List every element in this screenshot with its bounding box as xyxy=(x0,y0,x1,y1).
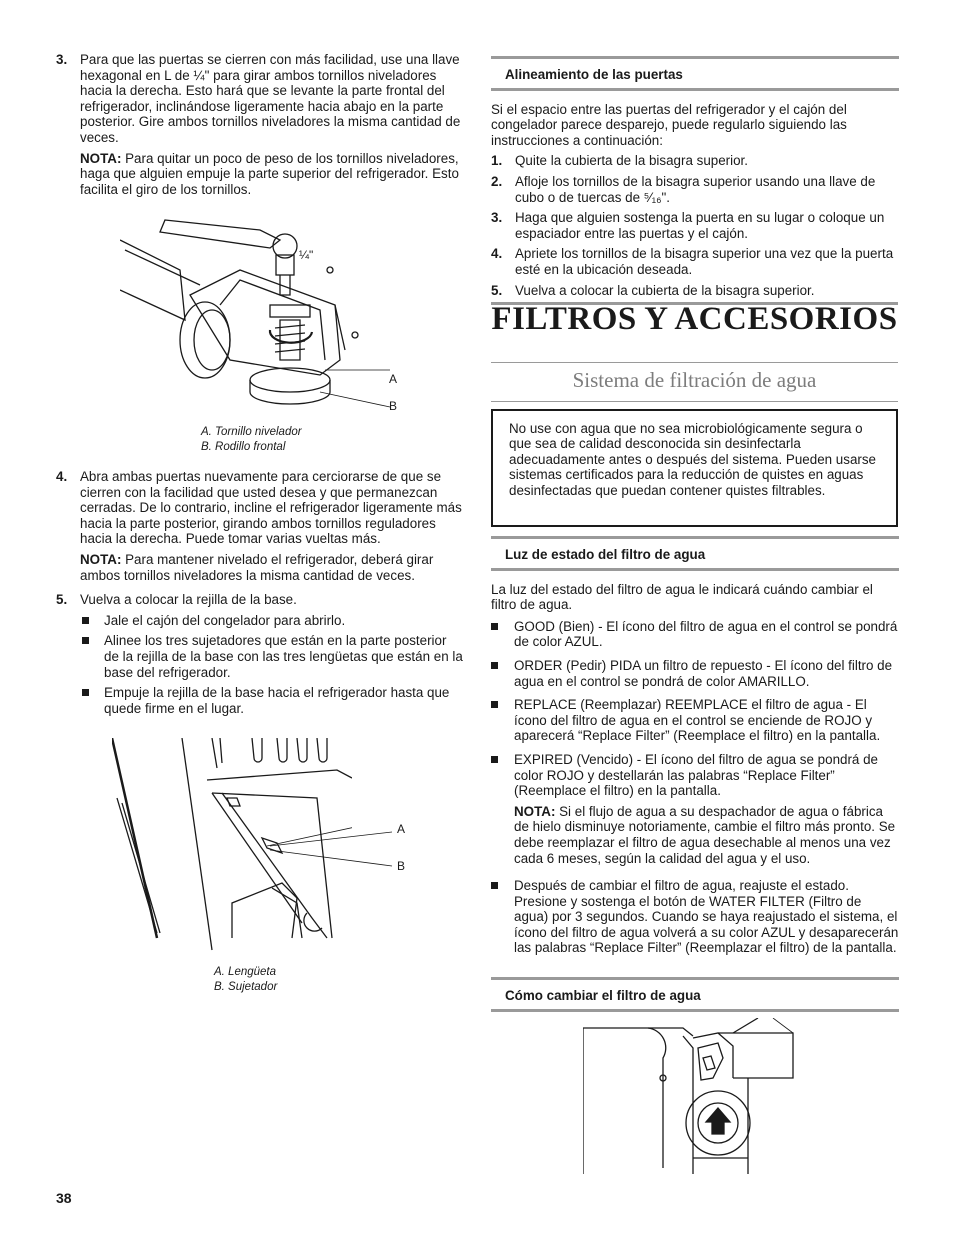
warning-text: No use con agua que no sea microbiológicamente segura o que sea de calidad desconocida sin desinfectarla adecuadamente antes o después del sistema. Pueden usarse sistemas certificados para la reducción de quistes en aguas desinfectadas que puedan contener quistes filtrables. xyxy=(509,421,877,498)
list-item xyxy=(491,878,899,956)
list-item xyxy=(491,283,899,299)
section-heading: Alineamiento de las puertas xyxy=(491,56,899,91)
bullet-icon xyxy=(82,689,89,696)
note-label: NOTA: xyxy=(80,150,122,166)
caption-b: B. Rodillo frontal xyxy=(201,441,286,453)
list-item xyxy=(56,613,464,629)
figure-label-b: B xyxy=(389,399,398,413)
list-item xyxy=(491,153,899,169)
section-intro: Si el espacio entre las puertas del refrigerador y el cajón del congelador parece desparejo, puede regularlo siguiendo las instrucciones a continuación: xyxy=(491,101,847,148)
subtitle-underline xyxy=(491,401,898,402)
list-item xyxy=(56,685,464,716)
status-bullets xyxy=(491,619,899,956)
step-number: 5. xyxy=(491,282,503,298)
figure-label-b: B xyxy=(397,859,406,873)
bullet-text: Después de cambiar el filtro de agua, reajuste el estado. Presione y sostenga el botón de WATER FILTER (Filtro de agua) por 3 segundos. Cuando se haya reajustado el sistema, el ícono del filtro de agua volverá a su color AZUL y desaparecerán las palabras “Replace Filter” (Reemplazar el filtro) de la pantalla. xyxy=(514,878,899,956)
note-label: NOTA: xyxy=(514,803,556,819)
caption-a: A. Tornillo nivelador xyxy=(201,426,302,438)
step-text: Quite la cubierta de la bisagra superior. xyxy=(515,153,748,169)
list-item xyxy=(491,752,899,799)
list-item xyxy=(491,658,899,689)
step-number: 1. xyxy=(491,153,503,169)
callout-lines xyxy=(270,826,400,870)
size-label: ¼" xyxy=(299,248,314,262)
step-number: 3. xyxy=(491,210,503,226)
bullet-text: Empuje la rejilla de la base hacia el refrigerador hasta que quede firme en el lugar. xyxy=(104,685,450,716)
list-item xyxy=(491,697,899,744)
warning-box xyxy=(491,409,898,527)
left-column-lower xyxy=(56,469,464,721)
title-underline xyxy=(491,362,898,363)
step-text: Para que las puertas se cierren con más facilidad, use una llave hexagonal en L de ¼" para girar ambos tornillos niveladores hacia la derecha. Esto hará que se levante la parte frontal del refrigerador, inclinándose ligeramente hacia abajo en la parte posterior. Gire ambos tornillos niveladores la misma cantidad de veces. xyxy=(80,52,461,145)
bullet-text: EXPIRED (Vencido) - El ícono del filtro de agua se pondrá de color ROJO y destellarán las palabras “Replace Filter” (Reemplace el filtro) en la pantalla. xyxy=(514,751,878,799)
step-text: Haga que alguien sostenga la puerta en su lugar o coloque un espaciador entre las puertas y el cajón. xyxy=(515,210,885,241)
section-heading: Luz de estado del filtro de agua xyxy=(491,536,899,571)
bullet-icon xyxy=(491,662,498,669)
note-label: NOTA: xyxy=(80,551,122,567)
bullet-icon xyxy=(491,882,498,889)
note-text: Para mantener nivelado el refrigerador, deberá girar ambos tornillos niveladores la misma cantidad de veces. xyxy=(80,551,434,583)
bullet-icon xyxy=(491,701,498,708)
bullet-text: GOOD (Bien) - El ícono del filtro de agua en el control se pondrá de color AZUL. xyxy=(514,618,898,650)
step-text: Vuelva a colocar la cubierta de la bisagra superior. xyxy=(515,282,815,298)
step-text: Afloje los tornillos de la bisagra superior usando una llave de cubo o de tuercas de ⁵⁄₁₆". xyxy=(515,173,876,205)
note xyxy=(56,552,464,583)
bullet-icon xyxy=(491,756,498,763)
page-title: FILTROS Y ACCESORIOS xyxy=(491,301,898,337)
step-number: 5. xyxy=(56,592,68,608)
caption-b: B. Sujetador xyxy=(214,981,278,993)
step-number: 4. xyxy=(491,246,503,262)
list-item xyxy=(56,633,464,680)
leveling-screw-illustration xyxy=(120,210,420,420)
section-subtitle: Sistema de filtración de agua xyxy=(572,368,817,392)
list-item xyxy=(491,619,899,650)
bullet-text: REPLACE (Reemplazar) REEMPLACE el filtro de agua - El ícono del filtro de agua en el control se enciende de ROJO y aparecerá “Replace Filter” (Reemplace el filtro) en la pantalla. xyxy=(514,697,881,744)
bullet-text: Alinee los tres sujetadores que están en la parte posterior de la rejilla de la base con las tres lengüetas que están en la base del refrigerador. xyxy=(104,633,463,680)
page-number: 38 xyxy=(56,1190,72,1206)
note-text: Si el flujo de agua a su despachador de agua o fábrica de hielo disminuye notoriamente, cambie el filtro más pronto. Se debe reemplazar el filtro de agua desechable al menos una vez cada 6 meses, según la calidad del agua y el uso. xyxy=(514,803,896,866)
step-3 xyxy=(56,52,464,146)
change-filter-section xyxy=(491,977,899,1012)
left-column xyxy=(56,52,464,197)
right-column xyxy=(491,56,899,303)
alignment-steps xyxy=(491,153,899,298)
step-number: 4. xyxy=(56,469,68,484)
step-number: 3. xyxy=(56,52,68,67)
figure-caption xyxy=(214,965,277,995)
step-number: 2. xyxy=(491,173,503,189)
step-text: Apriete los tornillos de la bisagra superior una vez que la puerta esté en la ubicación deseada. xyxy=(515,246,894,277)
list-item xyxy=(491,210,899,241)
bullet-text: Jale el cajón del congelador para abrirlo. xyxy=(104,612,346,628)
section-heading: Cómo cambiar el filtro de agua xyxy=(491,977,899,1012)
note-text: Para quitar un poco de peso de los tornillos niveladores, haga que alguien empuje la parte superior del refrigerador. Esto facilita el giro de los tornillos. xyxy=(80,150,459,197)
bullet-text: ORDER (Pedir) PIDA un filtro de repuesto - El ícono del filtro de agua en el control se pondrá de color AMARILLO. xyxy=(514,657,893,689)
note xyxy=(491,804,899,866)
note xyxy=(56,151,464,198)
step-5 xyxy=(56,592,464,608)
water-filter-illustration xyxy=(583,1018,803,1174)
step-5-bullets xyxy=(56,613,464,717)
step-text: Abra ambas puertas nuevamente para cerciorarse de que se cierren con la facilidad que usted desea y que permanezcan cerradas. De lo contrario, incline el refrigerador ligeramente más hacia la parte posterior, girando ambos tornillos reguladores hacia la derecha. Puede tomar varias vueltas más. xyxy=(80,469,462,547)
step-4 xyxy=(56,469,464,547)
figure-label-a: A xyxy=(389,372,398,386)
status-light-section xyxy=(491,536,899,961)
bullet-icon xyxy=(82,637,89,644)
list-item xyxy=(491,246,899,277)
step-text: Vuelva a colocar la rejilla de la base. xyxy=(80,592,297,608)
bullet-icon xyxy=(82,617,89,624)
section-intro: La luz del estado del filtro de agua le indicará cuándo cambiar el filtro de agua. xyxy=(491,581,873,613)
caption-a: A. Lengüeta xyxy=(214,966,277,978)
figure-label-a: A xyxy=(397,822,406,836)
bullet-icon xyxy=(491,623,498,630)
list-item xyxy=(491,174,899,205)
figure-caption xyxy=(201,425,302,455)
